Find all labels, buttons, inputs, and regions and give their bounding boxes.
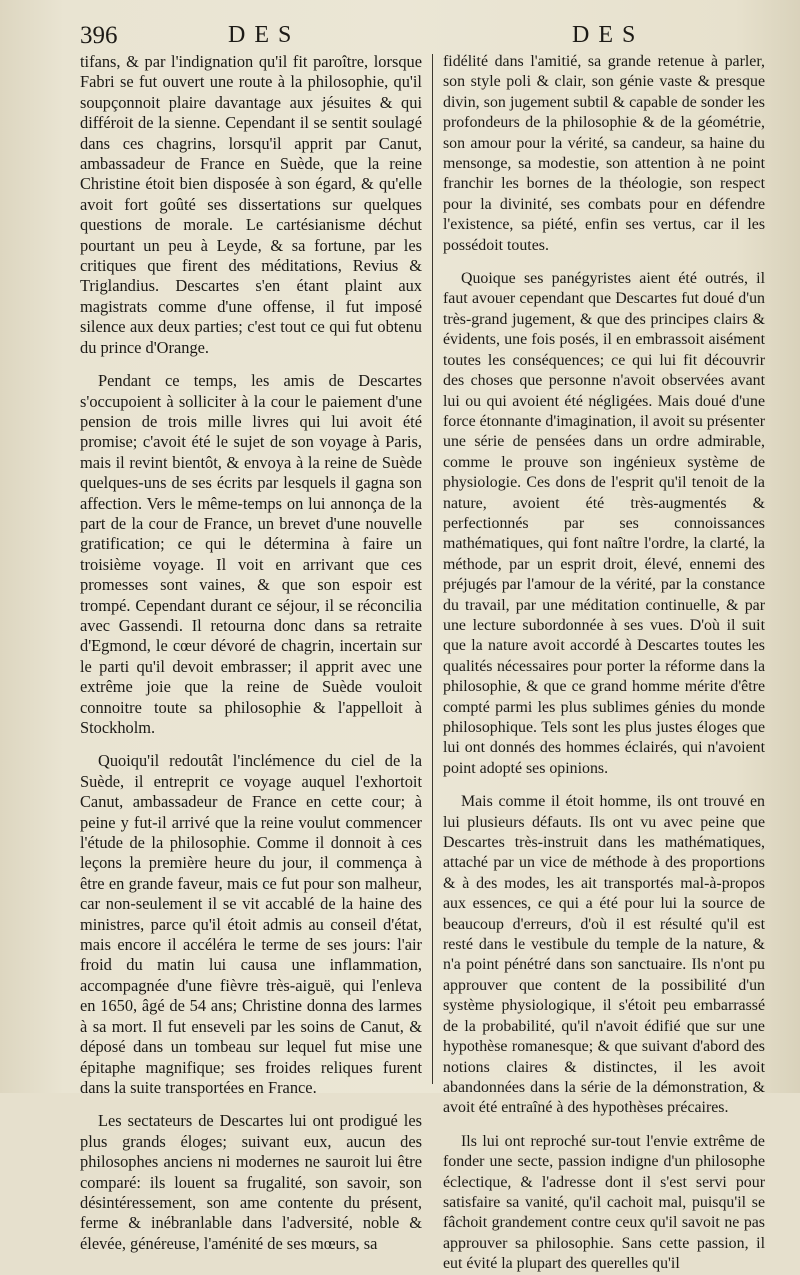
paragraph: tifans, & par l'indignation qu'il fit paroître, lorsque Fabri se fut ouvert une route à la philosophie, qu'il soupçonnoit plaire davantage aux jésuites & qui différoit de la sienne. Cependant il se sentit soulagé dans ces chagrins, lorsqu'il apprit par Canut, ambassadeur de France en Suède, que la reine Christine étoit bien disposée à son égard, & qu'elle avoit fort goûté ses dissertations sur quelques questions de morale. Le cartésianisme déchut pourtant un peu à Leyde, & sa fortune, par les critiques que firent des méditations, Revius & Triglandius. Descartes s'en étant plaint aux magistrats comme d'une offense, il fut imposé silence aux deux parties; c'est tout ce qui fut obtenu du prince d'Orange. — [80, 52, 422, 357]
running-head-right: DES — [572, 22, 645, 48]
paragraph: Quoiqu'il redoutât l'inclémence du ciel de la Suède, il entreprit ce voyage auquel l'exhortoit Canut, ambassadeur de France en cette cour; à peine y fut-il arrivé que la reine voulut commencer l'étude de la philosophie. Comme il donnoit à ces leçons la première heure du jour, il commença à être en grande faveur, mais ce fut pour son malheur, car non-seulement il se vit accablé de la haine des ministres, parce qu'il étoit admis au conseil d'état, mais encore il accéléra le terme de ses jours: l'air froid du matin lui causa une inflammation, accompagnée d'une fièvre très-aiguë, qui l'enleva en 1650, âgé de 54 ans; Christine donna des larmes à sa mort. Il fut enseveli par les soins de Canut, & déposé dans un tombeau sur lequel fut mise une épitaphe magnifique; ses froides reliques furent dans la suite transportées en France. — [80, 751, 422, 1097]
paragraph: fidélité dans l'amitié, sa grande retenue à parler, son style poli & clair, son génie vaste & presque divin, son jugement subtil & capable de sonder les profondeurs de la philosophie & de la géométrie, son amour pour la vérité, sa candeur, sa haine du mensonge, sa modestie, son attention à ne point franchir les bornes de la théologie, son respect pour la divinité, ses combats pour en défendre l'existence, sa piété, enfin ses vertus, car il les possédoit toutes. — [443, 53, 765, 254]
page-header — [0, 22, 800, 52]
column-divider — [432, 54, 433, 1084]
page-number: 396 — [80, 22, 118, 49]
paragraph: Les sectateurs de Descartes lui ont prodigué les plus grands éloges; suivant eux, aucun des philosophes anciens ni modernes ne sauroit lui être comparé: ils louent sa frugalité, son savoir, son désintéressement, son ame contente du présent, ferme & inébranlable dans l'adversité, noble & élevée, généreuse, l'aménité de ses mœurs, sa — [80, 1111, 422, 1253]
left-column — [80, 52, 422, 1254]
paragraph: Quoique ses panégyristes aient été outrés, il faut avouer cependant que Descartes fut doué d'un très-grand jugement, & que des principes clairs & évidents, une fois posés, il en embrassoit aisément toutes les conséquences; ce qui lui fit découvrir des choses que personne n'avoit observées avant lui ou qui avoient été négligées. Mais doué d'une force étonnante d'imagination, il avoit su présenter une série de pensées dans un ordre admirable, comme le prouve son ingénieux système de physiologie. Ces dons de l'esprit qu'il tenoit de la nature, avoient été très-augmentés & perfectionnés par ses connoissances mathématiques, qui font naître l'ordre, la clarté, la méthode, par un esprit droit, élevé, ennemi des préjugés par l'amour de la vérité, par la constance du travail, par une méditation continuelle, & par une lecture subordonnée à ses vues. D'où il suit que la nature avoit accordé à Descartes toutes les qualités nécessaires pour porter la réforme dans la philosophie, & que ce grand homme mérite d'être compté parmi les plus sublimes génies du monde philosophique. Tels sont les plus justes éloges que lui ont donnés des hommes éclairés, qui n'avoient point adopté ses opinions. — [443, 270, 765, 777]
paragraph: Mais comme il étoit homme, ils ont trouvé en lui plusieurs défauts. Ils ont vu avec peine que Descartes très-instruit dans les mathématiques, attaché par un vice de méthode à des proportions & à des modes, les ait transportés mal-à-propos aux essences, ce qui a été pour lui la source de beaucoup d'erreurs, d'où il est résulté qu'il est resté dans le vestibule du temple de la nature, & n'a point pénétré dans son sanctuaire. Ils n'ont pu approuver que content de la possibilité d'un système physiologique, il s'étoit peu embarrassé de la probabilité, qu'il n'avoit édifié que sur une hypothèse romanesque; & que suivant d'abord des notions claires & distinctes, il les avoit abandonnées dans la série de la démonstration, & avoit été entraîné à des hypothèses précaires. — [443, 793, 765, 1117]
paragraph: Ils lui ont reproché sur-tout l'envie extrême de fonder une secte, passion indigne d'un philosophe éclectique, & l'adresse dont il s'est servi pour satisfaire sa vanité, qu'il cachoit mal, puisqu'il se fâchoit grandement contre ceux qu'il savoit ne pas approuver sa philosophie. Sans cette passion, il eut évité la plupart des querelles qu'il — [443, 1132, 765, 1273]
running-head-left: DES — [228, 22, 301, 48]
paragraph: Pendant ce temps, les amis de Descartes s'occupoient à solliciter à la cour le paiement d'une pension de trois mille livres qui lui avoit été promise; c'avoit été le sujet de son voyage à Paris, mais il revint bientôt, & envoya à la reine de Suède quelques-uns de ses écrits par lesquels il gagna son affection. Vers le même-temps on lui annonça de la part de la cour de France, un brevet d'une nouvelle gratification; ce qui le détermina à faire un troisième voyage. Il voit en arrivant que ces promesses sont vaines, & que son espoir est trompé. Cependant durant ce séjour, il se réconcilia avec Gassendi. Il retourna donc dans sa retraite d'Egmond, le cœur dévoré de chagrin, incertain sur le parti qu'il devoit embrasser; il apprit avec une extrême joie que la reine de Suède vouloit connoitre toute sa philosophie & l'appelloit à Stockholm. — [80, 371, 422, 737]
right-column — [443, 52, 765, 1275]
